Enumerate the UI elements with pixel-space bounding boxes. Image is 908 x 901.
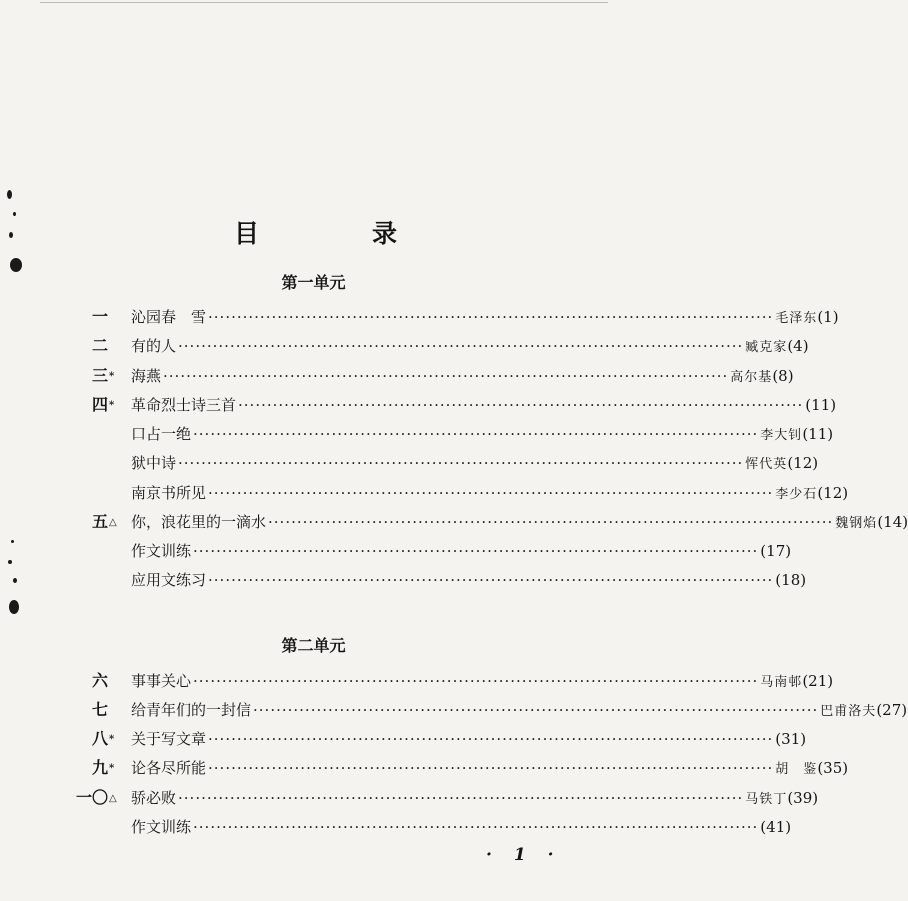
page-top-rule — [40, 2, 608, 3]
toc-entry-page: (12) — [817, 484, 849, 502]
toc-entry[interactable] — [0, 669, 834, 693]
toc-dot-leader: ·································································································· — [268, 513, 834, 531]
toc-entry[interactable] — [0, 786, 819, 810]
toc-entry-line — [131, 451, 819, 477]
toc-entry-line — [131, 481, 849, 507]
toc-dot-leader: ·································································································· — [178, 789, 744, 807]
binding-speck — [9, 600, 19, 614]
toc-entry-author: 毛泽东 — [775, 311, 818, 326]
binding-speck — [7, 190, 12, 199]
toc-entry[interactable] — [0, 364, 794, 388]
toc-entry-author: 李大钊 — [760, 428, 803, 443]
toc-dot-leader: ·································································································· — [193, 672, 759, 690]
toc-entry-line — [131, 510, 908, 536]
toc-entry-line — [131, 568, 807, 592]
toc-entry-number: 九* — [92, 758, 115, 777]
toc-entry-number — [92, 481, 93, 506]
toc-entry-number — [92, 422, 93, 447]
toc-dot-leader: ·································································································· — [193, 542, 759, 560]
toc-entry-author: 恽代英 — [745, 457, 788, 472]
toc-entry-title: 骄必败 — [131, 789, 177, 807]
toc-entry-number: 一 — [92, 307, 109, 326]
toc-entry[interactable] — [0, 539, 792, 563]
toc-dot-leader: ·································································································· — [208, 484, 774, 502]
toc-dot-leader: ·································································································· — [178, 454, 744, 472]
toc-entry-number: 二 — [92, 336, 109, 355]
toc-entry-line — [131, 669, 834, 695]
toc-entry-title: 口占一绝 — [131, 425, 192, 443]
toc-entry-title: 给青年们的一封信 — [131, 701, 252, 719]
toc-entry[interactable] — [0, 422, 834, 446]
toc-entry-line — [131, 727, 807, 751]
toc-dot-leader: ·································································································· — [208, 759, 774, 777]
toc-entry-line — [131, 539, 792, 563]
toc-entry-number — [92, 568, 93, 593]
toc-entry-page: (41) — [760, 818, 792, 836]
toc-entry-author: 马南邨 — [760, 675, 803, 690]
toc-entry-page: (35) — [817, 759, 849, 777]
toc-entry-page: (31) — [775, 730, 807, 748]
toc-entry-title: 作文训练 — [131, 818, 192, 836]
unit-heading-1: 第一单元 — [281, 273, 346, 292]
page-number: · 1 · — [486, 845, 562, 865]
toc-entry-line — [131, 305, 839, 331]
toc-entry-line — [131, 786, 819, 812]
toc-entry-number: 六 — [92, 671, 109, 690]
toc-entry-author: 臧克家 — [745, 340, 788, 355]
toc-entry-title: 沁园春 雪 — [131, 308, 207, 326]
toc-entry-author: 魏钢焰 — [835, 516, 878, 531]
page-title: 目 录 — [233, 219, 441, 248]
toc-dot-leader: ·································································································· — [193, 425, 759, 443]
toc-entry[interactable] — [0, 756, 849, 780]
toc-dot-leader: ·································································································· — [163, 367, 729, 385]
toc-entry-page: (1) — [817, 308, 839, 326]
toc-entry-number — [92, 451, 93, 476]
toc-entry-page: (18) — [775, 571, 807, 589]
toc-entry-author: 马铁丁 — [745, 792, 788, 807]
toc-entry[interactable] — [0, 334, 809, 358]
toc-entry-title: 事事关心 — [131, 672, 192, 690]
toc-entry-page: (39) — [787, 789, 819, 807]
toc-entry-title: 关于写文章 — [131, 730, 207, 748]
toc-entry[interactable] — [0, 305, 839, 329]
toc-entry[interactable] — [0, 698, 908, 722]
toc-entry-page: (11) — [805, 396, 837, 414]
toc-entry[interactable] — [0, 510, 908, 534]
toc-dot-leader: ·································································································· — [178, 337, 744, 355]
toc-entry[interactable] — [0, 481, 849, 505]
toc-entry-page: (8) — [772, 367, 794, 385]
toc-entry-title: 革命烈士诗三首 — [131, 396, 237, 414]
toc-entry-number: 一〇△ — [76, 788, 117, 807]
toc-entry[interactable] — [0, 393, 837, 417]
toc-entry-author: 高尔基 — [730, 370, 773, 385]
toc-entry-line — [131, 393, 837, 417]
toc-entry-number: 五△ — [92, 512, 117, 531]
toc-dot-leader: ·································································································· — [238, 396, 804, 414]
toc-entry-line — [131, 364, 794, 390]
toc-entry-page: (4) — [787, 337, 809, 355]
toc-entry-number: 七 — [92, 700, 109, 719]
toc-entry[interactable] — [0, 451, 819, 475]
toc-entry-line — [131, 756, 849, 782]
toc-dot-leader: ·································································································· — [208, 571, 774, 589]
toc-entry-line — [131, 815, 792, 839]
toc-entry-number: 八* — [92, 729, 115, 748]
toc-entry-author: 巴甫洛夫 — [820, 704, 877, 719]
toc-entry[interactable] — [0, 568, 807, 592]
toc-entry-line — [131, 698, 908, 724]
toc-entry-title: 应用文练习 — [131, 571, 207, 589]
toc-entry-line — [131, 334, 809, 360]
toc-dot-leader: ·································································································· — [208, 730, 774, 748]
toc-entry-title: 有的人 — [131, 337, 177, 355]
toc-entry-title: 海燕 — [131, 367, 162, 385]
toc-entry-number — [92, 815, 93, 840]
toc-entry-title: 狱中诗 — [131, 454, 177, 472]
toc-dot-leader: ·································································································· — [193, 818, 759, 836]
toc-entry-title: 你，浪花里的一滴水 — [131, 513, 267, 531]
toc-entry-number: 四* — [92, 395, 115, 414]
toc-entry[interactable] — [0, 727, 807, 751]
toc-dot-leader: ·································································································· — [208, 308, 774, 326]
toc-entry-title: 作文训练 — [131, 542, 192, 560]
toc-entry-title: 南京书所见 — [131, 484, 207, 502]
toc-entry-page: (17) — [760, 542, 792, 560]
toc-entry-page: (12) — [787, 454, 819, 472]
toc-entry-page: (11) — [802, 425, 834, 443]
toc-entry-page: (21) — [802, 672, 834, 690]
toc-entry-page: (27) — [876, 701, 908, 719]
toc-entry-title: 论各尽所能 — [131, 759, 207, 777]
unit-heading-2: 第二单元 — [281, 636, 346, 655]
toc-entry-number — [92, 539, 93, 564]
toc-entry-number: 三* — [92, 366, 115, 385]
toc-entry-author: 胡 鉴 — [775, 762, 818, 777]
toc-entry-line — [131, 422, 834, 448]
toc-dot-leader: ·································································································· — [253, 701, 819, 719]
toc-entry[interactable] — [0, 815, 792, 839]
toc-entry-page: (14) — [877, 513, 908, 531]
toc-entry-author: 李少石 — [775, 487, 818, 502]
